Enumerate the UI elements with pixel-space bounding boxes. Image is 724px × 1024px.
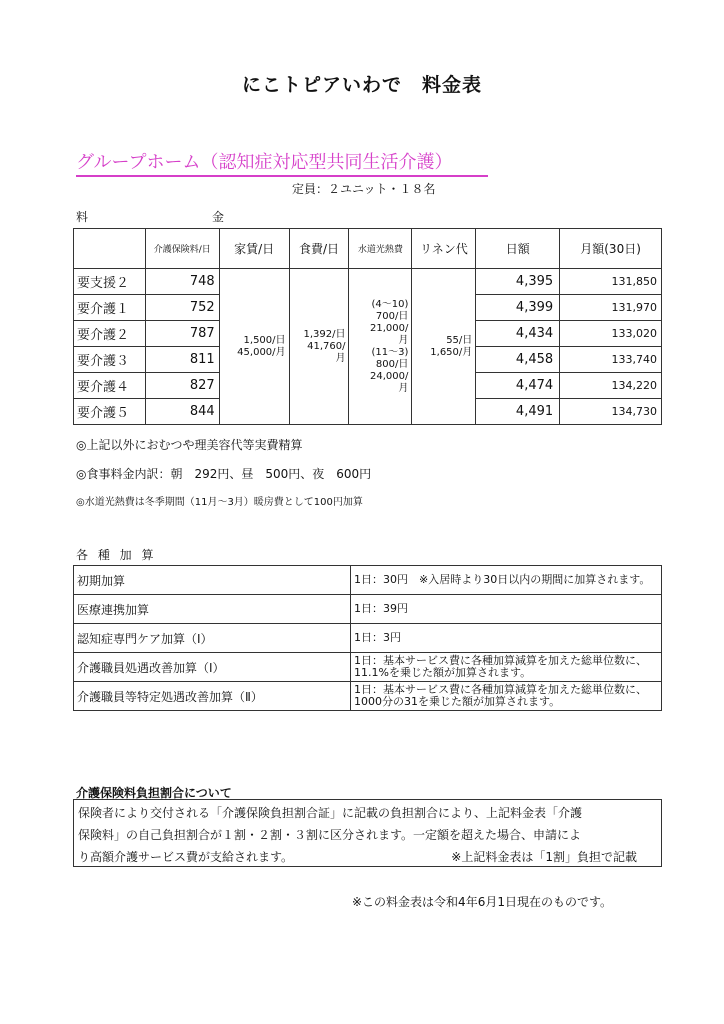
rent-daily: 1,500/日 xyxy=(243,334,286,346)
kasan-name: 初期加算 xyxy=(74,566,351,595)
monthly-total-cell: 131,850 xyxy=(560,269,662,295)
note-winter-heating: ◎水道光熱費は冬季期間（11月～3月）暖房費として100円加算 xyxy=(76,497,363,508)
linen-cell xyxy=(412,269,476,425)
burden-line-3-wrap xyxy=(78,846,657,868)
monthly-total-cell: 134,730 xyxy=(560,399,662,425)
section-title: グループホーム（認知症対応型共同生活介護） xyxy=(76,148,488,177)
fee-table xyxy=(73,228,662,425)
row-label: 要介護４ xyxy=(74,373,146,399)
daily-total-cell: 4,395 xyxy=(476,269,560,295)
burden-line-2: 保険料」の自己負担割合が１割・２割・３割に区分されます。一定額を超えた場合、申請によ xyxy=(78,828,582,842)
header-cell xyxy=(74,229,146,269)
food-monthly: 41,760/ xyxy=(307,340,346,352)
row-label: 要介護１ xyxy=(74,295,146,321)
header-utility: 水道光熱費 xyxy=(349,229,412,269)
kasan-name: 介護職員処遇改善加算（Ⅰ） xyxy=(74,653,351,682)
kasan-desc: 1日：39円 xyxy=(351,595,662,624)
utility-summer-monthly: 21,000/ xyxy=(370,322,409,334)
rent-cell xyxy=(219,269,289,425)
fee-table-header-row xyxy=(74,229,662,269)
fee-heading xyxy=(76,208,226,225)
footer-note: ※この料金表は令和4年6月1日現在のものです。 xyxy=(352,895,613,909)
care-fee-cell: 811 xyxy=(145,347,219,373)
header-rent: 家賃/日 xyxy=(219,229,289,269)
daily-total-cell: 4,491 xyxy=(476,399,560,425)
kasan-name: 認知症専門ケア加算（Ⅰ） xyxy=(74,624,351,653)
kasan-desc: 1日：基本サービス費に各種加算減算を加えた総単位数に、11.1%を乗じた額が加算されます。 xyxy=(351,653,662,682)
row-label: 要介護３ xyxy=(74,347,146,373)
kasan-name: 医療連携加算 xyxy=(74,595,351,624)
header-linen: リネン代 xyxy=(412,229,476,269)
kasan-heading: 各 種 加 算 xyxy=(76,548,157,562)
monthly-total-cell: 133,020 xyxy=(560,321,662,347)
fee-heading-char-2: 金 xyxy=(211,210,226,224)
kasan-desc: 1日：3円 xyxy=(351,624,662,653)
header-food: 食費/日 xyxy=(289,229,349,269)
utility-cell xyxy=(349,269,412,425)
table-row xyxy=(74,269,662,295)
monthly-total-cell: 133,740 xyxy=(560,347,662,373)
kasan-table xyxy=(73,565,662,711)
linen-daily: 55/日 xyxy=(446,334,473,346)
daily-total-cell: 4,474 xyxy=(476,373,560,399)
header-daily: 日額 xyxy=(476,229,560,269)
care-fee-cell: 752 xyxy=(145,295,219,321)
rent-monthly: 45,000/月 xyxy=(237,346,286,358)
table-row xyxy=(74,653,662,682)
kasan-name: 介護職員等特定処遇改善加算（Ⅱ） xyxy=(74,682,351,711)
row-label: 要介護２ xyxy=(74,321,146,347)
header-care-fee: 介護保険料/日 xyxy=(145,229,219,269)
care-fee-cell: 827 xyxy=(145,373,219,399)
table-row xyxy=(74,566,662,595)
utility-summer-unit: 月 xyxy=(398,334,409,346)
utility-winter-daily: 800/日 xyxy=(375,358,409,370)
page-title: にこトピアいわで 料金表 xyxy=(241,74,482,96)
table-row xyxy=(74,595,662,624)
header-monthly: 月額(30日) xyxy=(560,229,662,269)
kasan-desc: 1日：30円 ※入居時より30日以内の期間に加算されます。 xyxy=(351,566,662,595)
note-extra-costs: ◎上記以外におむつや理美容代等実費精算 xyxy=(76,438,303,452)
utility-winter-monthly: 24,000/ xyxy=(370,370,409,382)
linen-monthly: 1,650/月 xyxy=(430,346,473,358)
row-label: 要支援２ xyxy=(74,269,146,295)
burden-heading: 介護保険料負担割合について xyxy=(76,786,232,800)
care-fee-cell: 787 xyxy=(145,321,219,347)
care-fee-cell: 748 xyxy=(145,269,219,295)
food-cell xyxy=(289,269,349,425)
capacity-text: 定員：２ユニット・１８名 xyxy=(292,182,436,196)
table-row xyxy=(74,682,662,711)
utility-period-summer: (4～10) xyxy=(371,298,409,310)
utility-winter-unit: 月 xyxy=(398,382,409,394)
fee-heading-char-1: 料 xyxy=(76,210,91,224)
monthly-total-cell: 134,220 xyxy=(560,373,662,399)
monthly-total-cell: 131,970 xyxy=(560,295,662,321)
food-monthly-unit: 月 xyxy=(335,352,346,364)
daily-total-cell: 4,458 xyxy=(476,347,560,373)
daily-total-cell: 4,434 xyxy=(476,321,560,347)
kasan-desc: 1日：基本サービス費に各種加算減算を加えた総単位数に、1000分の31を乗じた額が加算されます。 xyxy=(351,682,662,711)
burden-box xyxy=(73,799,662,867)
row-label: 要介護５ xyxy=(74,399,146,425)
burden-note: ※上記料金表は「1割」負担で記載 xyxy=(451,850,637,864)
table-row xyxy=(74,624,662,653)
utility-summer-daily: 700/日 xyxy=(375,310,409,322)
note-meal-breakdown: ◎食事料金内訳：朝 292円、昼 500円、夜 600円 xyxy=(76,467,372,481)
food-daily: 1,392/日 xyxy=(303,328,346,340)
burden-line-3: り高額介護サービス費が支給されます。 xyxy=(78,850,294,864)
burden-line-1: 保険者により交付される「介護保険負担割合証」に記載の負担割合により、上記料金表「介護 xyxy=(78,806,583,820)
utility-period-winter: (11～3) xyxy=(371,346,409,358)
care-fee-cell: 844 xyxy=(145,399,219,425)
daily-total-cell: 4,399 xyxy=(476,295,560,321)
